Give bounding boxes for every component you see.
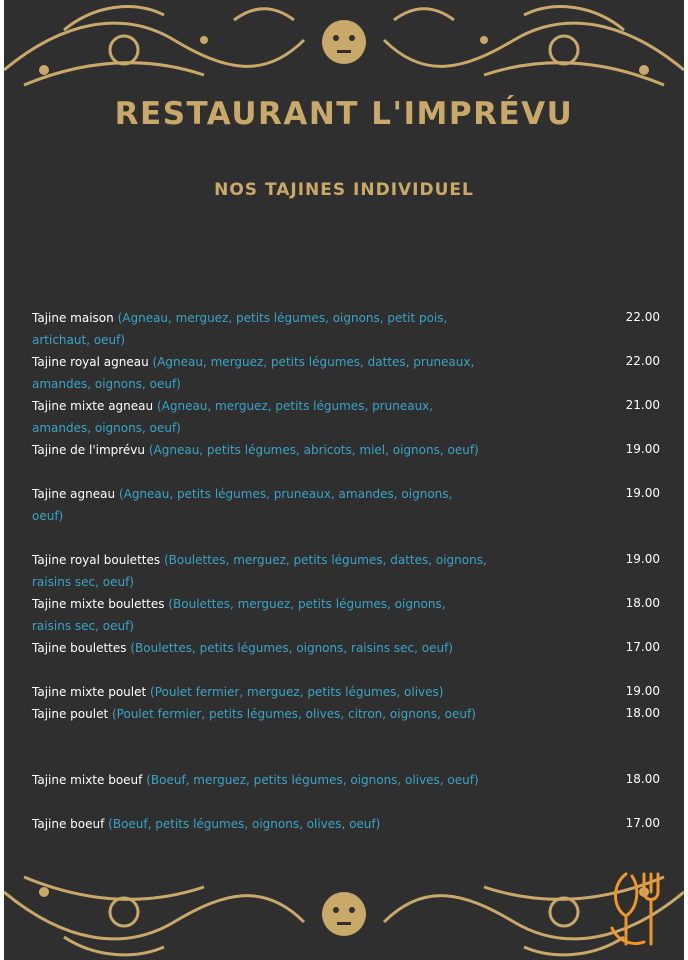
menu-item-name: Tajine royal boulettes (32, 553, 161, 567)
menu-item-text (32, 549, 487, 593)
menu-item-text (32, 703, 487, 725)
menu-item-text (32, 637, 487, 659)
menu-item-description: (Agneau, merguez, petits légumes, dattes, pruneaux, amandes, oignons, oeuf) (32, 355, 475, 391)
menu-item (32, 549, 672, 593)
menu-item-text (32, 681, 487, 703)
menu-item-description: (Poulet fermier, petits légumes, olives, citron, oignons, oeuf) (111, 707, 476, 721)
menu-item-name: Tajine agneau (32, 487, 116, 501)
menu-item-name: Tajine mixte agneau (32, 399, 154, 413)
menu-item-description: (Boulettes, merguez, petits légumes, dattes, oignons, raisins sec, oeuf) (32, 553, 487, 589)
menu-item-name: Tajine boeuf (32, 817, 105, 831)
menu-item (32, 769, 672, 791)
menu-item-text (32, 351, 487, 395)
menu-item-name: Tajine boulettes (32, 641, 127, 655)
menu-item-text (32, 813, 487, 835)
menu-item-text (32, 593, 487, 637)
menu-item-description: (Boulettes, merguez, petits légumes, oignons, raisins sec, oeuf) (32, 597, 446, 633)
menu-item (32, 395, 672, 439)
menu-item (32, 703, 672, 725)
menu-item-price: 18.00 (625, 772, 660, 786)
top-ornament (4, 0, 684, 95)
menu-item-price: 19.00 (625, 486, 660, 500)
bottom-ornament (4, 862, 684, 960)
menu-item-price: 18.00 (625, 596, 660, 610)
menu-item (32, 439, 672, 461)
menu-item-price: 22.00 (625, 310, 660, 324)
menu-item-description: (Agneau, merguez, petits légumes, oignons, petit pois, artichaut, oeuf) (32, 311, 448, 347)
menu-item-price: 19.00 (625, 552, 660, 566)
menu-item-text (32, 483, 487, 527)
menu-item-description: (Agneau, petits légumes, pruneaux, amandes, oignons, oeuf) (32, 487, 453, 523)
menu-item-name: Tajine royal agneau (32, 355, 149, 369)
menu-item-price: 17.00 (625, 816, 660, 830)
menu-item (32, 813, 672, 835)
menu-item (32, 351, 672, 395)
menu-item-description: (Boeuf, merguez, petits légumes, oignons, olives, oeuf) (146, 773, 479, 787)
restaurant-name: RESTAURANT L'IMPRÉVU (114, 96, 574, 132)
menu-item (32, 307, 672, 351)
menu-item-text (32, 307, 487, 351)
menu-item-text (32, 769, 487, 791)
menu-page (4, 0, 684, 960)
menu-item-price: 19.00 (625, 442, 660, 456)
menu-item-name: Tajine mixte boulettes (32, 597, 165, 611)
menu-item (32, 637, 672, 659)
menu-item-description: (Agneau, petits légumes, abricots, miel, oignons, oeuf) (148, 443, 479, 457)
menu-item-price: 21.00 (625, 398, 660, 412)
section-title: NOS TAJINES INDIVIDUEL (214, 180, 474, 200)
menu-item-description: (Poulet fermier, merguez, petits légumes, olives) (150, 685, 444, 699)
fork-knife-logo-icon (604, 868, 674, 948)
menu-item-price: 19.00 (625, 684, 660, 698)
menu-item-price: 22.00 (625, 354, 660, 368)
menu-item-name: Tajine de l'imprévu (32, 443, 146, 457)
menu-item-name: Tajine mixte poulet (32, 685, 147, 699)
menu-item-text (32, 395, 487, 439)
menu-item-price: 18.00 (625, 706, 660, 720)
menu-item-name: Tajine maison (32, 311, 114, 325)
menu-item-description: (Boulettes, petits légumes, oignons, raisins sec, oeuf) (130, 641, 453, 655)
menu-item-description: (Agneau, merguez, petits légumes, pruneaux, amandes, oignons, oeuf) (32, 399, 434, 435)
menu-item-price: 17.00 (625, 640, 660, 654)
menu-item-description: (Boeuf, petits légumes, oignons, olives, oeuf) (108, 817, 381, 831)
menu-item (32, 681, 672, 703)
menu-item (32, 593, 672, 637)
menu-item-text (32, 439, 487, 461)
menu-item-name: Tajine mixte boeuf (32, 773, 143, 787)
menu-item (32, 483, 672, 527)
menu-item-name: Tajine poulet (32, 707, 109, 721)
